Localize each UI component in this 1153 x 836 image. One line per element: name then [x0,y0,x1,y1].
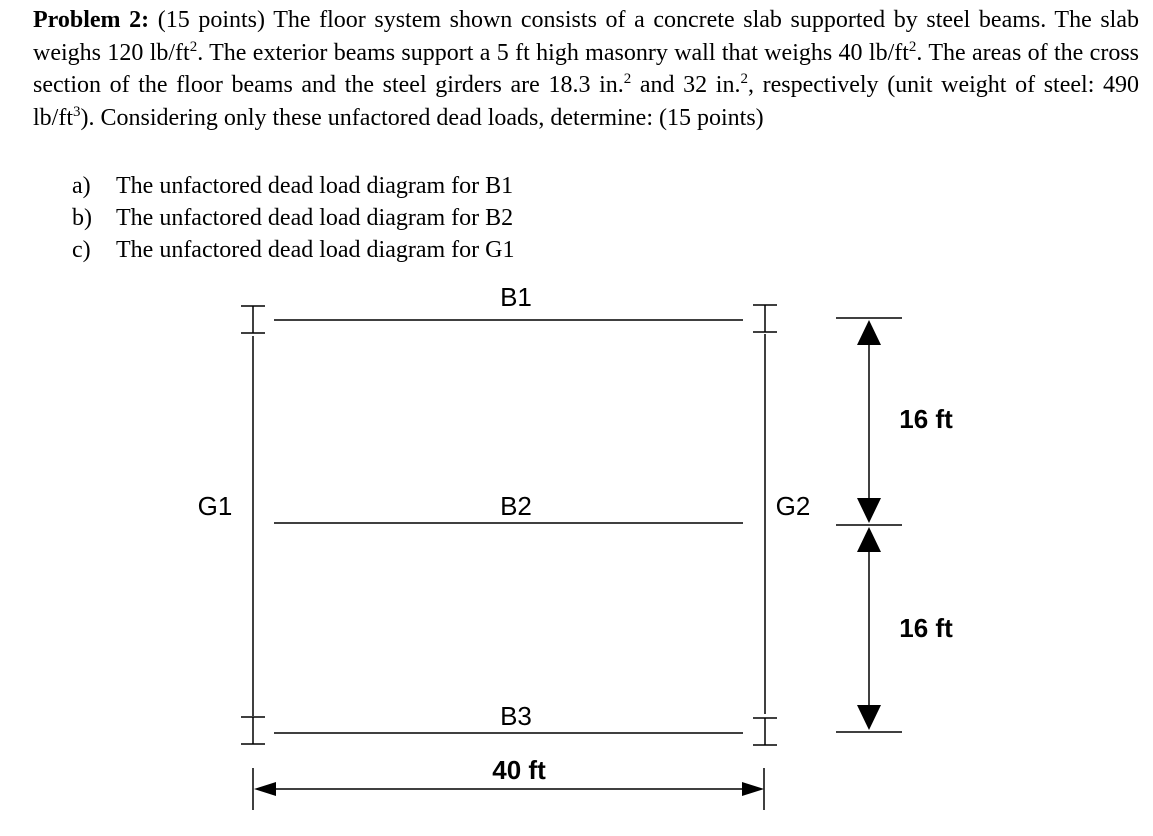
task-text: The unfactored dead load diagram for G1 [116,237,515,263]
superscript-2: 2 [189,38,198,55]
problem-text-5: , respectively (unit weight of steel: 490 lb/ft [33,72,1140,131]
problem-text-1: The floor system shown consists of a concrete slab supported by steel beams. The slab weighs 120 lb/ft [33,7,1139,66]
span-bottom-arrow-up-icon [857,527,881,552]
problem-text-2: . The exterior beams support a 5 ft high masonry wall that weighs 40 lb/ft [197,39,909,66]
task-text: The unfactored dead load diagram for B1 [116,173,514,199]
task-tag: c) [72,237,91,263]
superscript-2: 2 [623,71,632,87]
span-bottom-arrow-down-icon [857,705,881,730]
column-bottom-right-icon [753,718,777,745]
width-arrow-left-icon [254,782,276,796]
column-top-left-icon [241,306,265,333]
problem-text-6: ). Considering only these unfactored dead loads, determine: (15 points) [80,104,764,131]
task-tag: b) [72,205,92,231]
column-bottom-left-icon [241,717,265,744]
span-bottom-label: 16 ft [899,613,953,643]
task-tag: a) [72,173,91,199]
problem-text-3: . The areas of the cross section of the floor beams and the steel girders are 18.3 in. [33,39,1139,98]
superscript-2: 2 [740,71,748,87]
girder-g1-label: G1 [197,491,233,521]
problem-heading: Problem 2: [33,7,150,33]
column-top-right-icon [753,305,777,332]
girder-g2-label: G2 [775,491,811,521]
width-dimension-label: 40 ft [492,755,546,785]
beam-b2-label: B2 [500,491,532,521]
task-text: The unfactored dead load diagram for B2 [116,205,514,231]
problem-points: (15 points) [157,7,266,33]
span-top-arrow-down-icon [857,498,881,523]
superscript-2: 2 [908,38,917,55]
beam-b1-label: B1 [500,282,532,312]
span-top-arrow-up-icon [857,320,881,345]
superscript-3: 3 [73,103,81,120]
problem-text-4: and 32 in. [631,72,741,98]
beam-b3-label: B3 [500,701,532,731]
width-arrow-right-icon [742,782,764,796]
span-top-label: 16 ft [899,404,953,434]
